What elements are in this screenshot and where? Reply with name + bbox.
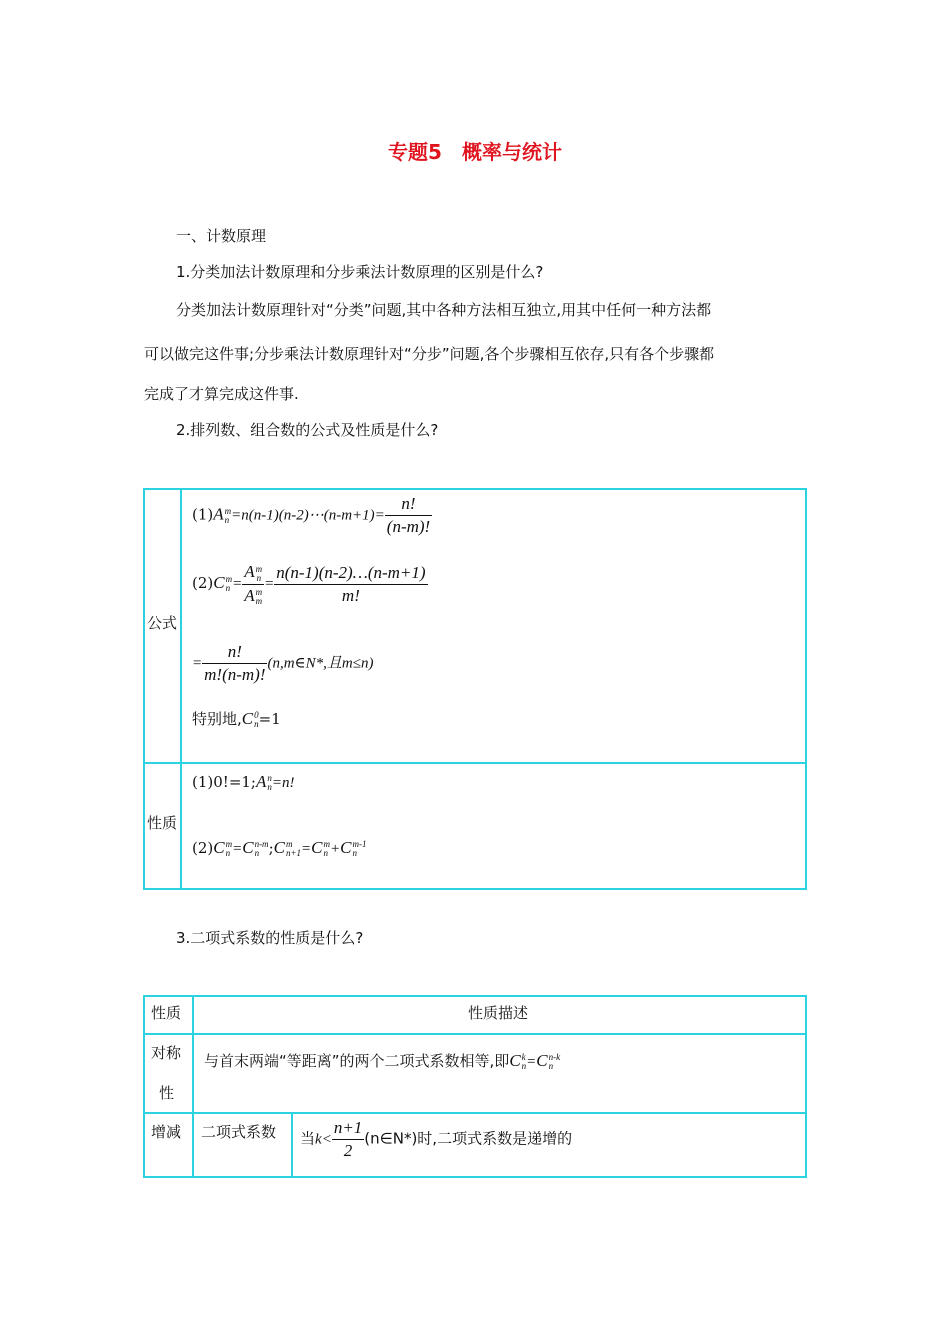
row-label-property: 性质 (147, 814, 178, 832)
table-divider (143, 1033, 807, 1035)
row-label-formula: 公式 (147, 614, 178, 632)
sub-label-binomial: 二项式系数 (201, 1123, 277, 1141)
monotonic-prefix: 当 (300, 1129, 316, 1148)
answer-1-line-2: 可以做完这件事;分步乘法计数原理针对“分步”问题,各个步骤相互依存,只有各个步骤都 (144, 345, 715, 363)
question-1: 1.分类加法计数原理和分步乘法计数原理的区别是什么? (176, 263, 544, 281)
fraction: A m n A m m (244, 562, 263, 607)
formula-expression: =n(n-1)(n-2)⋯(n-m+1)= (231, 507, 385, 524)
header-property: 性质 (151, 1004, 182, 1022)
special-value: =1 (258, 710, 281, 728)
fraction: $\frac{n!}{(n-m)!}$ (386, 494, 431, 536)
table-divider (180, 488, 182, 890)
formula-combination: (2)C m n = A m n A m m = $\frac{n(n-1)(n-2)\dots(n-m+1)}{m!}$ (192, 562, 426, 607)
symmetry-description: 与首末两端“等距离”的两个二项式系数相等,即C k n =C n-k n (204, 1051, 561, 1071)
special-case: 特别地,C 0 n =1 (192, 709, 281, 729)
property-1: (1)0!=1;A n n =n! (192, 772, 295, 792)
formula-prefix: (2) (192, 574, 214, 593)
question-2: 2.排列数、组合数的公式及性质是什么? (176, 421, 439, 439)
table-divider (143, 762, 807, 764)
answer-1-line-1: 分类加法计数原理针对“分类”问题,其中各种方法相互独立,用其中任何一种方法都 (176, 301, 712, 319)
monotonic-text: (n∈N*)时,二项式系数是递增的 (364, 1129, 573, 1148)
formula-table (143, 488, 807, 890)
symmetry-text: 与首末两端“等距离”的两个二项式系数相等,即 (204, 1052, 510, 1070)
header-description: 性质描述 (468, 1004, 529, 1022)
fraction: $\frac{n!}{m!(n-m)!}$ (204, 642, 266, 684)
fraction: $\frac{n(n-1)(n-2)\dots(n-m+1)}{m!}$ (276, 562, 426, 605)
table-divider (192, 995, 194, 1178)
property-prefix: (2) (192, 839, 214, 857)
row-label-symmetry: 对称 (151, 1044, 182, 1062)
formula-permutation: (1)A m n =n(n-1)(n-2)⋯(n-m+1)= $\frac{n!}{(n-m)!}$ (192, 494, 431, 536)
formula-combination-factorial: = $\frac{n!}{m!(n-m)!}$ (n,m∈N*,且m≤n) (192, 642, 374, 684)
property-value: =n! (271, 775, 295, 791)
fraction: $\frac{n+1}{2}$ (333, 1118, 363, 1160)
monotonic-description: 当k< $\frac{n+1}{2}$ (n∈N*)时,二项式系数是递增的 (300, 1118, 573, 1160)
question-3: 3.二项式系数的性质是什么? (176, 929, 364, 947)
table-divider (143, 1112, 807, 1114)
table-divider (291, 1112, 293, 1178)
property-2: (2)C m n =C n-m n ;C m n+1 =C m n +C m-1 n (192, 838, 367, 858)
property-prefix: (1)0!=1; (192, 773, 256, 791)
row-label-monotonic: 增减 (151, 1123, 182, 1141)
formula-condition: (n,m∈N*,且m≤n) (267, 655, 374, 672)
special-label: 特别地, (192, 710, 242, 728)
section-heading: 一、计数原理 (176, 227, 267, 245)
answer-1-line-3: 完成了才算完成这件事. (144, 385, 299, 403)
formula-prefix: (1) (192, 505, 214, 524)
row-label-symmetry-2: 性 (159, 1084, 175, 1102)
page-title: 专题5 概率与统计 (388, 140, 562, 164)
